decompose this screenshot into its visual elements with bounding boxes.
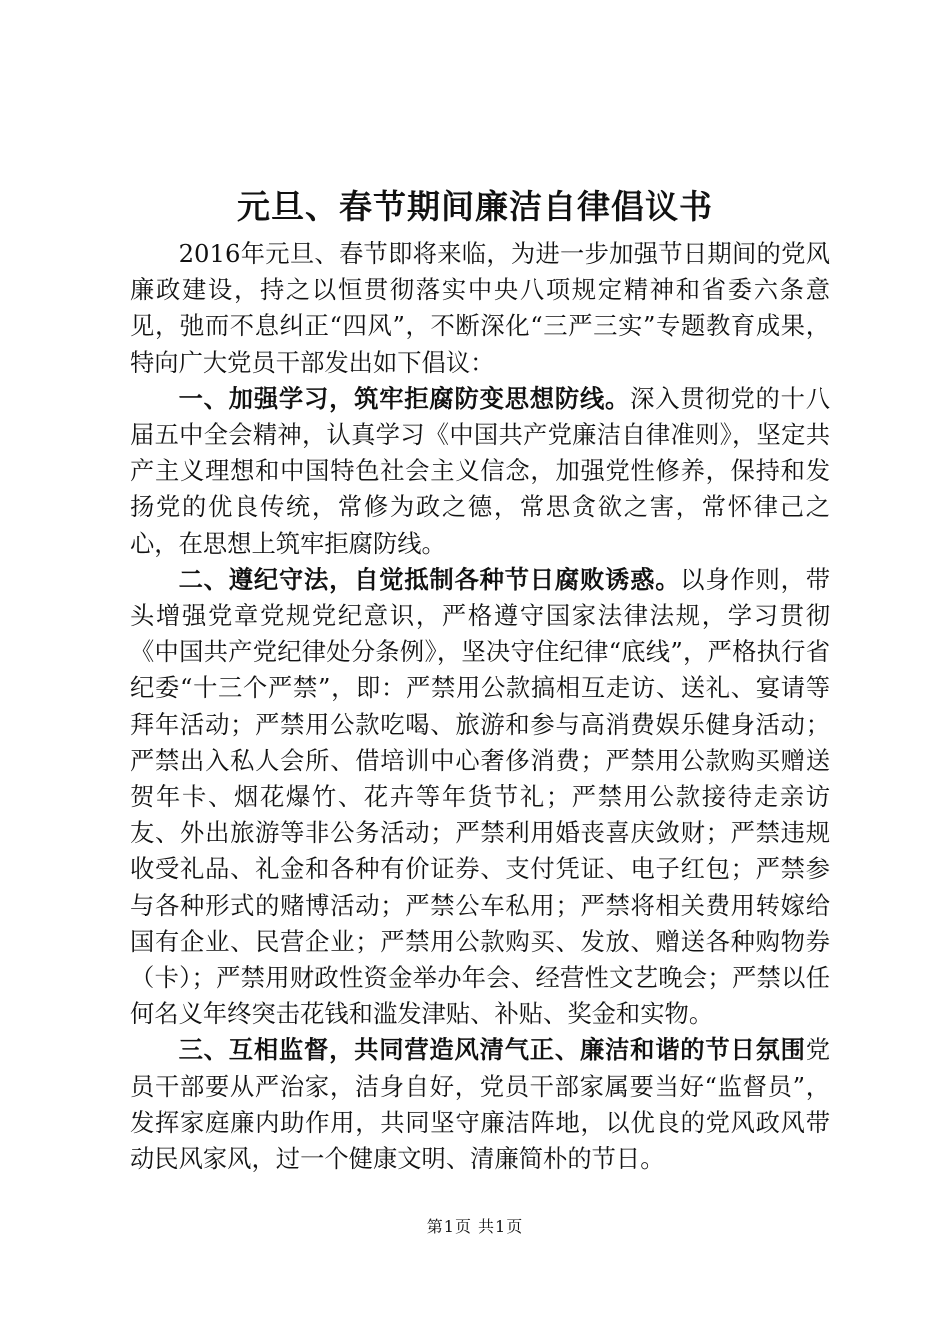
page-footer: 第1页 共1页 (426, 1217, 524, 1236)
section-2-paragraph (130, 562, 830, 1033)
section-2-heading: 二、遵纪守法，自觉抵制各种节日腐败诱惑。 (178, 564, 681, 594)
section-1-paragraph (130, 381, 830, 562)
section-1-text: 深入贯彻党的十八届五中全会精神，认真学习《中国共产党廉洁自律准则》，坚定共产主义理想和中国特色社会主义信念，加强党性修养，保持和发扬党的优良传统，常修为政之德，常思贪欲之害，常怀律己之心，在思想上筑牢拒腐防线。 (130, 383, 831, 558)
document-title: 元旦、春节期间廉洁自律倡议书 (237, 187, 713, 226)
document-body (130, 236, 830, 1177)
section-1-heading: 一、加强学习，筑牢拒腐防变思想防线。 (178, 383, 631, 413)
intro-paragraph: 2016年元旦、春节即将来临，为进一步加强节日期间的党风廉政建设，持之以恒贯彻落实中央八项规定精神和省委六条意见，弛而不息纠正“四风”，不断深化“三严三实”专题教育成果，特向广大党员干部发出如下倡议： (130, 239, 830, 377)
section-3-heading: 三、互相监督，共同营造风清气正、廉洁和谐的节日氛围 (178, 1035, 806, 1065)
section-3-paragraph (130, 1032, 830, 1177)
section-3-text: 党员干部要从严治家，洁身自好，党员干部家属要当好“监督员”，发挥家庭廉内助作用，共同坚守廉洁阵地，以优良的党风政风带动民风家风，过一个健康文明、清廉简朴的节日。 (130, 1035, 830, 1174)
section-2-text: 以身作则，带头增强党章党规党纪意识，严格遵守国家法律法规，学习贯彻《中国共产党纪律处分条例》，坚决守住纪律“底线”，严格执行省纪委“十三个严禁”，即：严禁用公款搞相互走访、送礼、宴请等拜年活动；严禁用公款吃喝、旅游和参与高消费娱乐健身活动；严禁出入私人会所、借培训中心奢侈消费；严禁用公款购买赠送贺年卡、烟花爆竹、花卉等年货节礼；严禁用公款接待走亲访友、外出旅游等非公务活动；严禁利用婚丧喜庆敛财；严禁违规收受礼品、礼金和各种有价证券、支付凭证、电子红包；严禁参与各种形式的赌博活动；严禁公车私用；严禁将相关费用转嫁给国有企业、民营企业；严禁用公款购买、发放、赠送各种购物券（卡）；严禁用财政性资金举办年会、经营性文艺晚会；严禁以任何名义年终突击花钱和滥发津贴、补贴、奖金和实物。 (130, 564, 830, 1029)
